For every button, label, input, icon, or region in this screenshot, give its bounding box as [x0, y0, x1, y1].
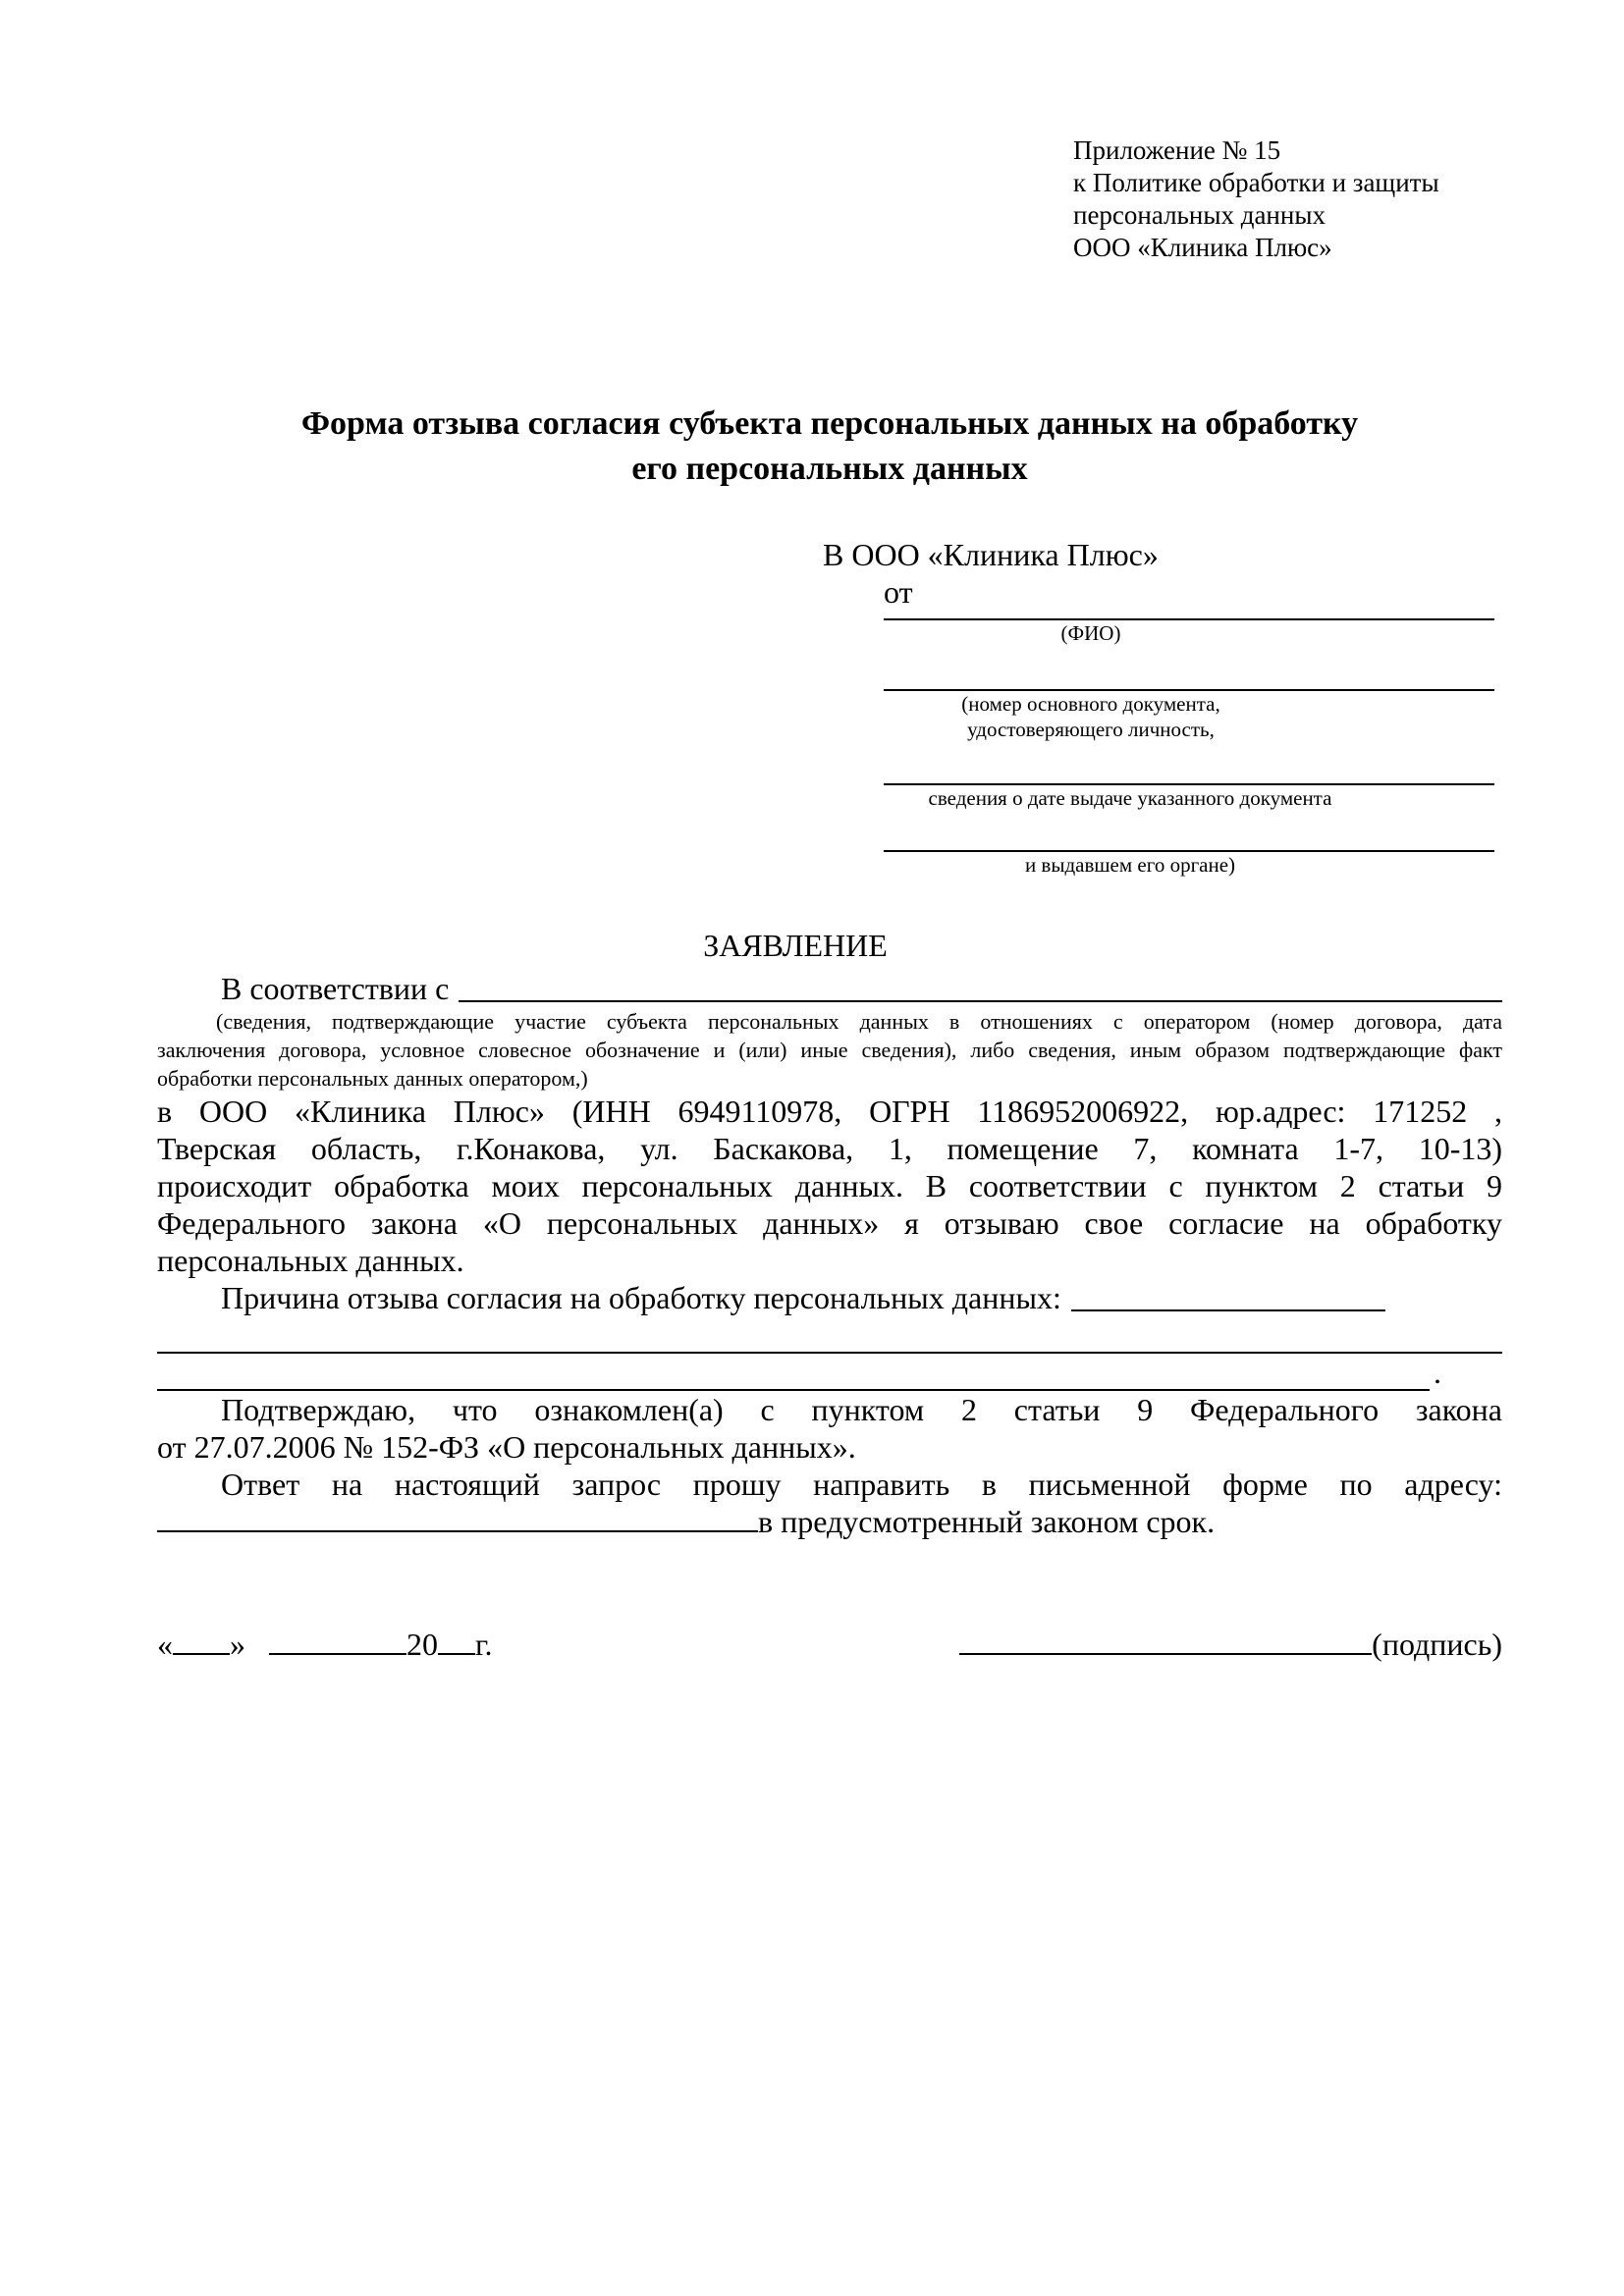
document-title-line: Форма отзыва согласия субъекта персональных данных на обработку — [300, 405, 1359, 442]
fio-blank-line — [884, 611, 1494, 620]
appendix-header-line: к Политике обработки и защиты — [1073, 168, 1439, 197]
recipient-from-label: от — [884, 574, 913, 610]
reason-blank-line-start — [1071, 1279, 1385, 1311]
reply-request-line: Ответ на настоящий запрос прошу направить в письменной форме по адресу: — [221, 1467, 1502, 1502]
basis-blank-line — [459, 970, 1502, 1002]
signature-fill-in — [959, 1626, 1502, 1663]
reason-blank-line-1 — [157, 1318, 1502, 1354]
reason-blank-line-2 — [157, 1354, 1502, 1391]
small-print-line: заключения договора, условное словесное обозначение и (или) иные сведения), либо сведения, иным образом подтверждающие факт — [157, 1038, 1502, 1062]
year-prefix: 20 — [406, 1627, 438, 1662]
small-print-line: обработки персональных данных оператором,) — [157, 1066, 588, 1091]
document-number-blank-line — [884, 646, 1494, 691]
recipient-to: В ООО «Клиника Плюс» — [823, 537, 1159, 572]
fio-caption: (ФИО) — [1060, 621, 1121, 645]
year-suffix: г. — [475, 1627, 493, 1662]
reply-address-line — [157, 1503, 1502, 1540]
appendix-header-line: ООО «Клиника Плюс» — [1073, 233, 1332, 262]
statement-body-line: персональных данных. — [157, 1243, 464, 1278]
reason-prefix: Причина отзыва согласия на обработку персональных данных: — [221, 1280, 1061, 1315]
statement-body-line: Федерального закона «О персональных данных» я отзываю свое согласие на обработку — [157, 1205, 1502, 1241]
intro-prefix: В соответствии с — [221, 971, 450, 1006]
date-quote-close: » — [230, 1627, 245, 1662]
address-blank-line — [157, 1503, 758, 1532]
month-blank-line — [269, 1626, 406, 1655]
date-quote-open: « — [157, 1627, 173, 1662]
appendix-header-line: персональных данных — [1073, 200, 1326, 230]
recipient-block — [823, 536, 1502, 878]
signature-caption: (подпись) — [1372, 1627, 1502, 1662]
confirmation-paragraph — [157, 1391, 1502, 1466]
day-blank-line — [173, 1626, 230, 1655]
issuing-authority-blank-line — [884, 811, 1494, 852]
reason-line — [157, 1279, 1502, 1316]
statement-body — [157, 1093, 1502, 1279]
confirmation-line: Подтверждаю, что ознакомлен(а) с пунктом 2 статьи 9 Федерального закона — [221, 1392, 1502, 1427]
signature-row — [157, 1626, 1502, 1663]
small-print-note — [157, 1007, 1502, 1093]
intro-line — [157, 970, 1502, 1007]
year-blank-line — [438, 1626, 475, 1655]
statement-heading: ЗАЯВЛЕНИЕ — [703, 928, 888, 963]
statement-body-line: происходит обработка моих персональных данных. В соответствии с пунктом 2 статьи 9 — [157, 1168, 1502, 1203]
document-title-line: его персональных данных — [631, 451, 1028, 487]
appendix-header-line: Приложение № 15 — [1073, 135, 1281, 165]
issue-date-blank-line — [884, 742, 1494, 785]
reason-blank-line-2-rule — [157, 1356, 1430, 1391]
date-fill-in — [157, 1626, 493, 1663]
signature-blank-line — [959, 1626, 1372, 1655]
small-print-line: (сведения, подтверждающие участие субъекта персональных данных в отношениях с оператором (номер договора, дата — [216, 1009, 1502, 1034]
reason-blank-terminator: . — [1434, 1355, 1441, 1390]
reply-suffix: в предусмотренный законом срок. — [758, 1504, 1216, 1539]
document-number-caption: (номер основного документа, удостоверяющего личность, — [961, 692, 1220, 741]
issuing-authority-caption: и выдавшем его органе) — [1024, 853, 1236, 877]
statement-body-line: в ООО «Клиника Плюс» (ИНН 6949110978, ОГРН 1186952006922, юр.адрес: 171252 , — [157, 1094, 1502, 1129]
document-title — [157, 401, 1502, 492]
statement-body-line: Тверская область, г.Конакова, ул. Баскакова, 1, помещение 7, комната 1-7, 10-13) — [157, 1131, 1502, 1166]
issue-date-caption: сведения о дате выдаче указанного документа — [928, 786, 1332, 810]
appendix-header — [1073, 134, 1502, 264]
confirmation-line: от 27.07.2006 № 152-ФЗ «О персональных данных». — [157, 1429, 856, 1465]
reply-paragraph — [157, 1466, 1502, 1540]
